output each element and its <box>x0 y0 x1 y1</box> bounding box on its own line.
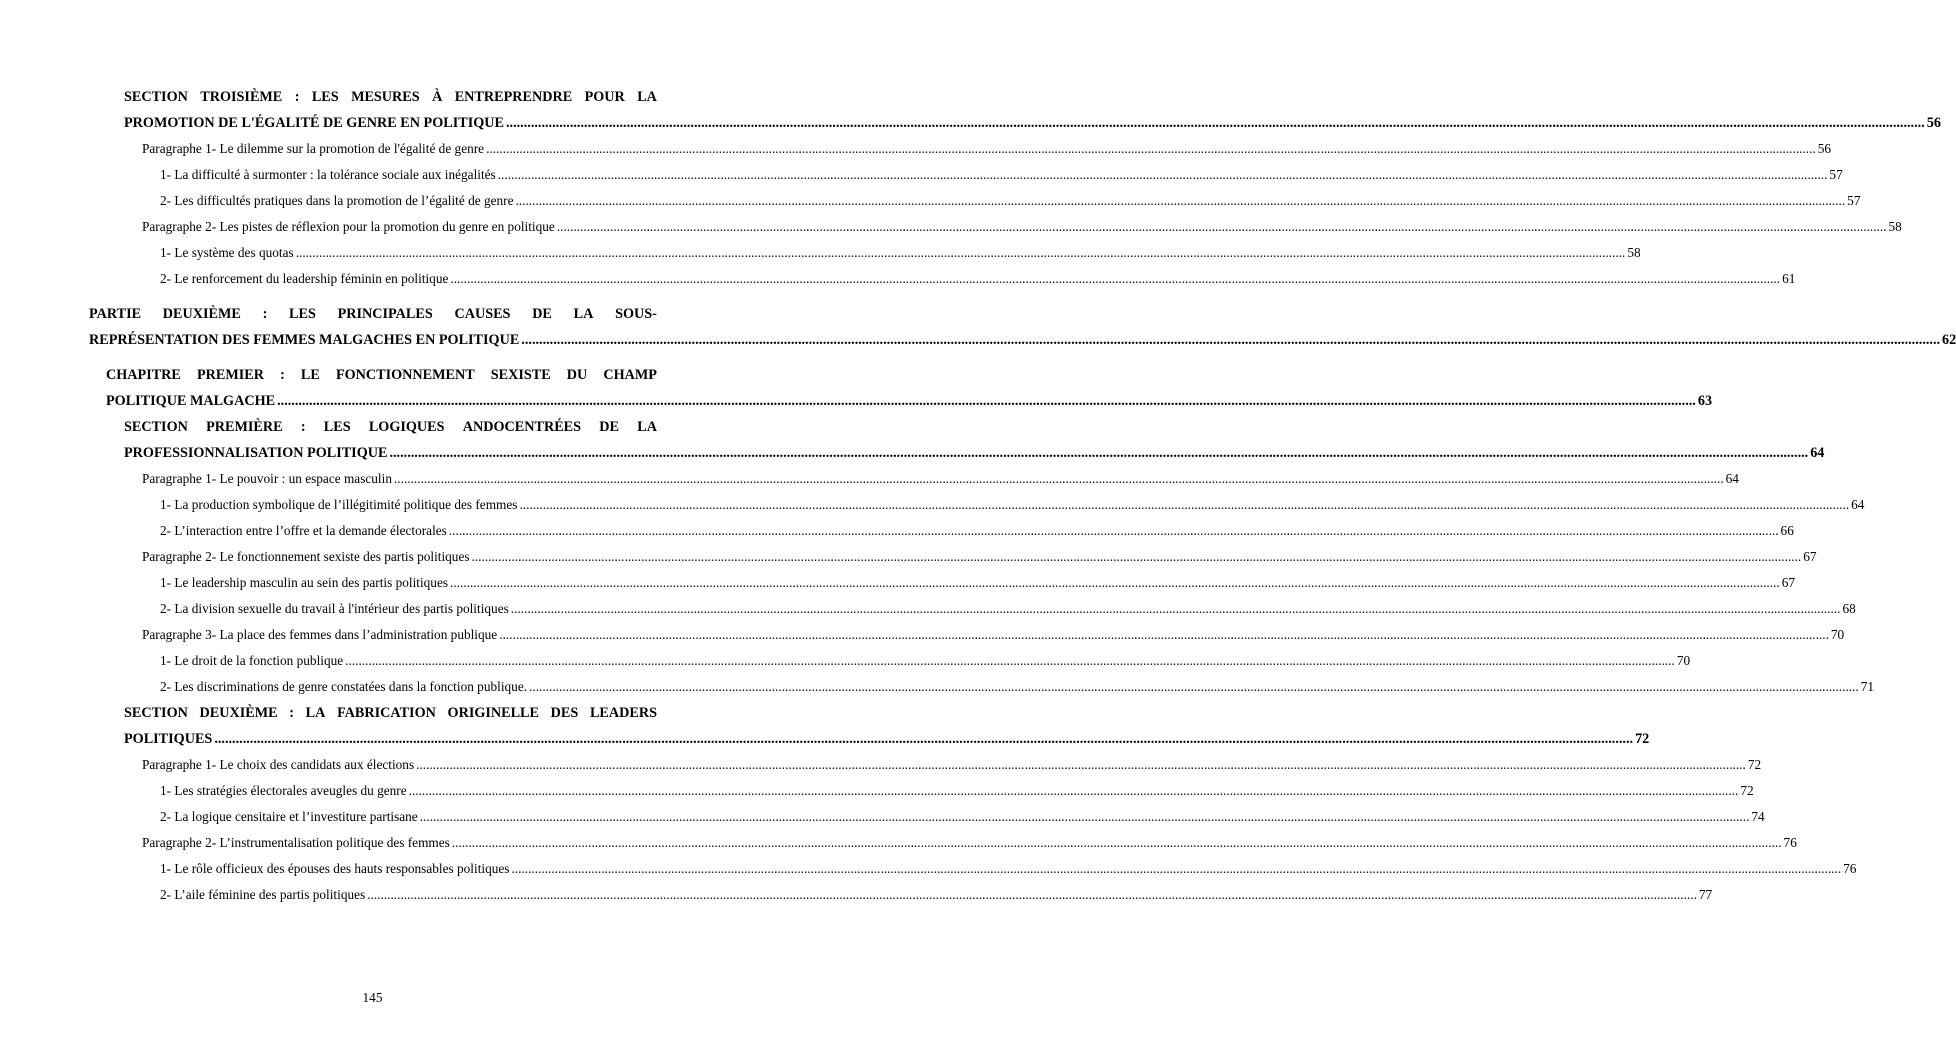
toc-page-number: 64 <box>1725 471 1739 486</box>
dot-leader: ................................................................................................................................................................................................................................................................................................................................................................................................................ <box>393 471 1724 486</box>
toc-title: Paragraphe 1- Le pouvoir : un espace masculin <box>142 471 392 486</box>
toc-page-number: 67 <box>1781 575 1796 590</box>
toc-page-number: 74 <box>1751 809 1765 824</box>
toc-word: : <box>300 419 306 435</box>
toc-line <box>142 466 1739 492</box>
dot-leader: ................................................................................................................................................................................................................................................................................................................................................................................................................ <box>556 219 1887 234</box>
toc-page-number: 58 <box>1888 219 1902 234</box>
toc-title: 2- La division sexuelle du travail à l'intérieur des partis politiques <box>160 601 509 616</box>
dot-leader: ................................................................................................................................................................................................................................................................................................................................................................................................................ <box>389 445 1809 461</box>
toc-word: : <box>289 705 294 721</box>
toc-title: 2- Le renforcement du leadership féminin en politique <box>160 271 449 286</box>
toc-title: 1- Le droit de la fonction publique <box>160 653 344 668</box>
toc-title: Paragraphe 2- L’instrumentalisation politique des femmes <box>142 835 450 850</box>
toc-word: SECTION <box>124 419 188 435</box>
toc-title: Paragraphe 2- Le fonctionnement sexiste des partis politiques <box>142 549 470 564</box>
toc-line <box>124 414 657 440</box>
toc-page-number: 61 <box>1782 271 1796 286</box>
toc-line <box>124 700 657 726</box>
toc-word: ENTREPRENDRE <box>454 89 573 105</box>
dot-leader: ................................................................................................................................................................................................................................................................................................................................................................................................................ <box>450 575 1780 590</box>
toc-title: 1- La production symbolique de l’illégitimité politique des femmes <box>160 497 518 512</box>
toc-line <box>124 726 1650 752</box>
toc-line <box>160 570 1796 596</box>
dot-leader: ................................................................................................................................................................................................................................................................................................................................................................................................................ <box>277 393 1696 409</box>
toc-page-number: 76 <box>1783 835 1797 850</box>
toc-line <box>160 518 1794 544</box>
toc-word: CHAPITRE <box>106 367 181 383</box>
toc-word: DEUXIÈME <box>199 705 278 721</box>
toc-title: Paragraphe 2- Les pistes de réflexion pour la promotion du genre en politique <box>142 219 555 234</box>
toc-word: LE <box>300 367 320 383</box>
toc-word: CHAMP <box>603 367 657 383</box>
toc-page-number: 77 <box>1698 887 1713 902</box>
toc-title: 1- La difficulté à surmonter : la tolérance sociale aux inégalités <box>160 167 496 182</box>
dot-leader: ................................................................................................................................................................................................................................................................................................................................................................................................................ <box>515 193 1846 208</box>
toc-page-number: 70 <box>1676 653 1691 668</box>
toc-word: LES <box>311 89 339 105</box>
toc-word: LEADERS <box>589 705 657 721</box>
toc-word: LA <box>637 419 657 435</box>
toc-title: 2- L’aile féminine des partis politiques <box>160 887 366 902</box>
toc-line <box>124 110 1941 136</box>
toc-word: POUR <box>584 89 625 105</box>
toc-page-number: 70 <box>1830 627 1845 642</box>
toc-page-number: 57 <box>1829 167 1843 182</box>
toc-title: PROMOTION DE L'ÉGALITÉ DE GENRE EN POLITIQUE <box>124 115 504 131</box>
toc-line <box>160 882 1713 908</box>
toc-line <box>142 830 1797 856</box>
toc-line <box>160 856 1857 882</box>
toc-word: PRINCIPALES <box>337 306 433 322</box>
toc-line <box>89 327 1956 353</box>
dot-leader: ................................................................................................................................................................................................................................................................................................................................................................................................................ <box>511 861 1842 876</box>
dot-leader: ................................................................................................................................................................................................................................................................................................................................................................................................................ <box>451 835 1782 850</box>
toc-word: : <box>262 306 268 322</box>
toc-line <box>142 214 1902 240</box>
toc-page-number: 56 <box>1817 141 1832 156</box>
toc-word: ORIGINELLE <box>447 705 539 721</box>
toc-word: LES <box>323 419 351 435</box>
toc-word: TROISIÈME <box>200 89 283 105</box>
toc-title: 1- Les stratégies électorales aveugles du genre <box>160 783 407 798</box>
toc-line <box>124 440 1825 466</box>
toc-line <box>106 362 657 388</box>
toc-word: : <box>280 367 285 383</box>
toc-word: MESURES <box>351 89 420 105</box>
toc-page-number: 76 <box>1843 861 1857 876</box>
dot-leader: ................................................................................................................................................................................................................................................................................................................................................................................................................ <box>295 245 1626 260</box>
toc-word: À <box>432 89 443 105</box>
toc-page-number: 71 <box>1860 679 1875 694</box>
toc-word: DE <box>532 306 552 322</box>
dot-leader: ................................................................................................................................................................................................................................................................................................................................................................................................................ <box>408 783 1739 798</box>
toc-line <box>160 266 1796 292</box>
toc-line <box>160 188 1861 214</box>
toc-word: : <box>294 89 300 105</box>
toc-line <box>160 674 1875 700</box>
toc-word: PARTIE <box>89 306 142 322</box>
toc-word: SECTION <box>124 705 188 721</box>
toc-page-number: 56 <box>1926 115 1941 131</box>
dot-leader: ................................................................................................................................................................................................................................................................................................................................................................................................................ <box>521 332 1941 348</box>
toc-word: LES <box>289 306 316 322</box>
dot-leader: ................................................................................................................................................................................................................................................................................................................................................................................................................ <box>214 731 1634 747</box>
toc-word: PREMIÈRE <box>206 419 283 435</box>
toc-line <box>124 84 657 110</box>
toc-line <box>89 301 657 327</box>
toc-title: PROFESSIONNALISATION POLITIQUE <box>124 445 388 461</box>
toc-page-number: 57 <box>1847 193 1861 208</box>
toc-title: REPRÉSENTATION DES FEMMES MALGACHES EN POLITIQUE <box>89 332 520 348</box>
toc-title: Paragraphe 1- Le choix des candidats aux élections <box>142 757 415 772</box>
toc-word: SEXISTE <box>490 367 551 383</box>
dot-leader: ................................................................................................................................................................................................................................................................................................................................................................................................................ <box>448 523 1779 538</box>
toc-title: POLITIQUES <box>124 731 213 747</box>
toc-title: 1- Le système des quotas <box>160 245 294 260</box>
toc-title: POLITIQUE MALGACHE <box>106 393 276 409</box>
toc-page-number: 64 <box>1851 497 1865 512</box>
toc-word: LA <box>573 306 594 322</box>
toc-word: FONCTIONNEMENT <box>335 367 475 383</box>
toc-line <box>160 804 1765 830</box>
toc-line <box>160 492 1865 518</box>
toc-page-number: 72 <box>1747 757 1762 772</box>
toc-page-number: 62 <box>1942 332 1956 348</box>
toc-line <box>106 388 1713 414</box>
toc-page-number: 63 <box>1697 393 1713 409</box>
toc-page-number: 72 <box>1740 783 1754 798</box>
toc-title: 2- Les difficultés pratiques dans la promotion de l’égalité de genre <box>160 193 514 208</box>
toc-title: 1- Le leadership masculin au sein des partis politiques <box>160 575 449 590</box>
dot-leader: ................................................................................................................................................................................................................................................................................................................................................................................................................ <box>510 601 1841 616</box>
toc-word: PREMIER <box>196 367 264 383</box>
dot-leader: ................................................................................................................................................................................................................................................................................................................................................................................................................ <box>529 679 1859 694</box>
toc-line <box>160 648 1691 674</box>
toc-page-number: 72 <box>1635 731 1650 747</box>
toc-page-number: 68 <box>1842 601 1856 616</box>
dot-leader: ................................................................................................................................................................................................................................................................................................................................................................................................................ <box>345 653 1675 668</box>
toc-word: SECTION <box>124 89 188 105</box>
dot-leader: ................................................................................................................................................................................................................................................................................................................................................................................................................ <box>416 757 1746 772</box>
toc-line <box>160 240 1641 266</box>
dot-leader: ................................................................................................................................................................................................................................................................................................................................................................................................................ <box>450 271 1781 286</box>
toc-title: 1- Le rôle officieux des épouses des hauts responsables politiques <box>160 861 510 876</box>
toc-title: Paragraphe 3- La place des femmes dans l’administration publique <box>142 627 498 642</box>
toc-word: SOUS- <box>615 306 657 322</box>
toc-page-number: 64 <box>1810 445 1825 461</box>
toc-page-number: 66 <box>1780 523 1794 538</box>
toc-line <box>142 136 1832 162</box>
dot-leader: ................................................................................................................................................................................................................................................................................................................................................................................................................ <box>497 167 1828 182</box>
dot-leader: ................................................................................................................................................................................................................................................................................................................................................................................................................ <box>419 809 1750 824</box>
toc-word: DEUXIÈME <box>162 306 241 322</box>
toc-title: Paragraphe 1- Le dilemme sur la promotion de l'égalité de genre <box>142 141 485 156</box>
toc-line <box>142 752 1762 778</box>
toc-word: LOGIQUES <box>368 419 445 435</box>
page-number: 145 <box>362 990 383 1005</box>
toc-word: CAUSES <box>454 306 511 322</box>
dot-leader: ................................................................................................................................................................................................................................................................................................................................................................................................................ <box>471 549 1802 564</box>
toc-page-number: 67 <box>1803 549 1817 564</box>
toc-word: FABRICATION <box>337 705 436 721</box>
toc-title: 2- Les discriminations de genre constatées dans la fonction publique. <box>160 679 528 694</box>
dot-leader: ................................................................................................................................................................................................................................................................................................................................................................................................................ <box>486 141 1816 156</box>
dot-leader: ................................................................................................................................................................................................................................................................................................................................................................................................................ <box>367 887 1697 902</box>
toc-line <box>142 622 1845 648</box>
toc-title: 2- La logique censitaire et l’investiture partisane <box>160 809 418 824</box>
toc-line <box>142 544 1817 570</box>
dot-leader: ................................................................................................................................................................................................................................................................................................................................................................................................................ <box>499 627 1829 642</box>
toc-word: LA <box>305 705 326 721</box>
toc-title: 2- L’interaction entre l’offre et la demande électorales <box>160 523 447 538</box>
toc-word: ANDOCENTRÉES <box>462 419 582 435</box>
toc-line <box>160 162 1843 188</box>
toc-word: DES <box>550 705 579 721</box>
toc-word: DE <box>599 419 619 435</box>
toc-line <box>160 778 1754 804</box>
dot-leader: ................................................................................................................................................................................................................................................................................................................................................................................................................ <box>519 497 1850 512</box>
toc-line <box>160 596 1856 622</box>
toc-word: DU <box>566 367 588 383</box>
dot-leader: ................................................................................................................................................................................................................................................................................................................................................................................................................ <box>505 115 1925 131</box>
toc-page-number: 58 <box>1627 245 1641 260</box>
toc-word: LA <box>637 89 657 105</box>
